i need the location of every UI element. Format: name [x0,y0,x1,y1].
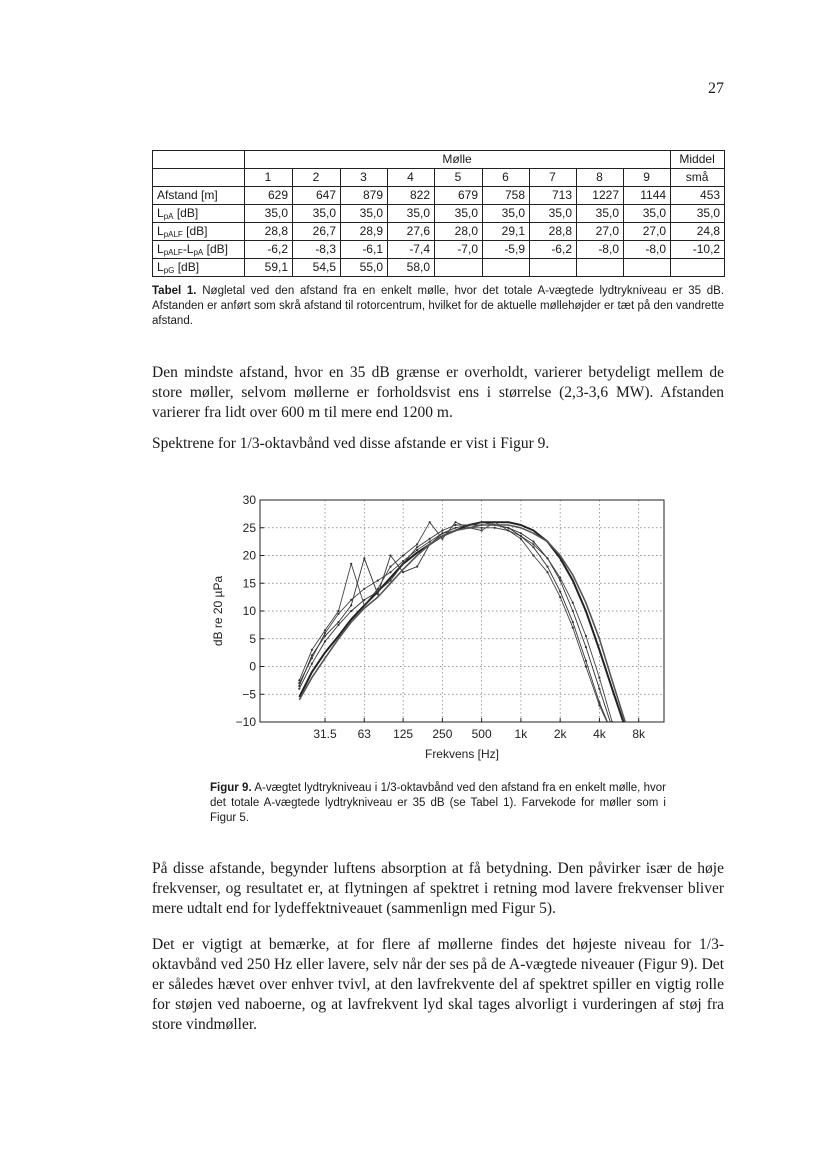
x-tick-label: 63 [357,727,371,741]
series-point [324,632,326,634]
series-point [402,563,404,565]
table-cell: -7,4 [388,241,435,259]
series-point [389,566,391,568]
table-cell: -10,2 [671,241,725,259]
table-cell: 679 [435,187,483,205]
series-point [481,529,483,531]
series-point [585,646,587,648]
table-cell [483,259,530,277]
table-row [153,205,725,223]
y-tick-label: 5 [249,631,256,646]
series-line [299,522,625,733]
series-point [416,546,418,548]
table-col-header: 8 [577,169,624,187]
table-cell: -6,1 [341,241,388,259]
table-col-header: 5 [435,169,483,187]
table-cell: 758 [483,187,530,205]
x-tick-label: 4k [593,727,606,741]
table-cell: 24,8 [671,223,725,241]
table-row [153,259,725,277]
y-tick-label: 10 [242,604,256,618]
table-cell: 35,0 [341,205,388,223]
paragraph-4: Det er vigtigt at bemærke, at for flere af møllerne findes det højeste niveau for 1/3-oktavbånd ved 250 Hz eller lavere, selv når der ses på de A-vægtede niveauer (Figur 9). Det er således hævet over enhver tvivl, at den lavfrekvente del af spektret spiller en vigtig rolle for støjen ved naboerne, og at lavfrekvent lyd skal tages alvorligt i vurderingen af støj fra store vindmøller. [152,936,724,1033]
series-point [454,524,456,526]
table-cell: -7,0 [435,241,483,259]
series-point [350,563,352,565]
row-label-sub: pA [163,212,174,221]
series-point [559,577,561,579]
table-cell: 35,0 [388,205,435,223]
table-cell: -6,2 [530,241,577,259]
table-col-header: 2 [293,169,341,187]
series-point [585,665,587,667]
table-header-row-group [153,151,725,169]
series-point [337,621,339,623]
series-point [624,732,626,734]
table-cell: 29,1 [483,223,530,241]
x-axis-label: Frekvens [Hz] [424,747,500,761]
row-label-sub: pALF [163,230,183,239]
figure-9 [200,490,680,770]
page-number: 27 [708,80,724,97]
series-point [532,546,534,548]
series-point [559,596,561,598]
series-point [572,602,574,604]
series-point [454,521,456,523]
series-point [416,543,418,545]
table-cell: 1227 [577,187,624,205]
series-point [350,599,352,601]
figure-caption-text: A-vægtet lydtrykniveau i 1/3-oktavbånd ved den afstand fra en enkelt mølle, hvor det totale A-vægtede lydtrykniveau er 35 dB (se Tabel 1). Farvekode for møller som i Figur 5. [210,782,667,824]
series-point [337,610,339,612]
series-point [350,604,352,606]
table-cell: 35,0 [245,205,293,223]
table-cell: 35,0 [293,205,341,223]
series-point [611,732,613,734]
table-cell: 35,0 [483,205,530,223]
series-point [585,635,587,637]
series-point [572,610,574,612]
series-point [377,588,379,590]
series-point [520,535,522,537]
series-point [585,660,587,662]
series-point [598,704,600,706]
row-label-main: L [157,242,164,256]
y-tick-label: 20 [242,548,256,563]
series-point [416,566,418,568]
series-point [520,538,522,540]
x-tick-label: 125 [393,727,414,741]
paragraph-2: Spektrene for 1/3-oktavbånd ved disse afstande er vist i Figur 9. [152,435,550,452]
paragraph-1: Den mindste afstand, hvor en 35 dB grænse er overholdt, varierer betydeligt mellem de store møller, selvom møllerne er forholdsvist ens i størrelse (2,3-3,6 MW). Afstanden varierer fra lidt over 600 m til mere end 1200 m. [152,364,724,421]
y-tick-label: 25 [242,520,256,535]
table-cell: 35,0 [671,205,725,223]
table-cell: 27,6 [388,223,435,241]
series-point [441,532,443,534]
series-line [299,528,625,733]
figure-caption-label: Figur 9. [210,782,252,794]
x-tick-label: 2k [553,727,567,741]
row-label [153,205,245,223]
series-point [598,677,600,679]
series-point [572,621,574,623]
table-col-header: 3 [341,169,388,187]
series-line [299,522,625,733]
series-point [324,629,326,631]
table-cell: 26,7 [293,223,341,241]
table-cell: 58,0 [388,259,435,277]
table-cell: 28,9 [341,223,388,241]
row-label-sub2: pA [193,248,204,257]
table-row [153,241,725,259]
table-header-middel: Middel [671,151,725,169]
series-point [624,732,626,734]
series-point [598,688,600,690]
series-line [299,525,625,733]
table-cell: 55,0 [341,259,388,277]
series-point [416,549,418,551]
y-axis-label: dB re 20 µPa [211,575,225,647]
table-caption-label: Tabel 1. [152,285,197,297]
series-point [532,554,534,556]
series-point [507,527,509,529]
series-point [494,521,496,523]
table-cell: 822 [388,187,435,205]
table-corner-cell-2 [153,169,245,187]
table-cell: -8,0 [624,241,671,259]
table-row [153,223,725,241]
series-point [546,566,548,568]
figure-caption [210,781,666,826]
row-label-tail: [dB] [182,224,208,238]
row-label-tail: [dB] [173,206,199,220]
y-tick-label: −5 [242,687,256,702]
series-point [454,527,456,529]
series-point [363,557,365,559]
row-label-tail: -L [182,242,194,256]
table-cell [530,259,577,277]
table-cell: 35,0 [577,205,624,223]
table-cell [577,259,624,277]
series-point [402,554,404,556]
series-point [572,627,574,629]
table-corner-cell [153,151,245,169]
table-cell: -5,9 [483,241,530,259]
row-label-main: L [157,224,164,238]
series-point [363,599,365,601]
row-label-main: L [157,260,164,274]
row-label-sub: pG [163,266,175,275]
series-point [389,571,391,573]
series-point [429,541,431,543]
table-cell: -8,3 [293,241,341,259]
table-cell: 28,8 [530,223,577,241]
table-cell: 1144 [624,187,671,205]
paragraph-3: På disse afstande, begynder luftens absorption at få betydning. Den påvirker især de høje frekvenser, og resultatet er, at flytningen af spektret i retning mod lavere frekvenser bliver mere udtalt end for lydeffektniveauet (sammenlign med Figur 5). [152,860,724,917]
table-cell: 59,1 [245,259,293,277]
series-point [298,679,300,681]
spectrum-chart [200,490,680,770]
series-point [324,635,326,637]
row-label [153,223,245,241]
table-header-row-columns [153,169,725,187]
table-cell: 713 [530,187,577,205]
table-row [153,187,725,205]
series-point [337,624,339,626]
table-col-header: 7 [530,169,577,187]
series-point [402,560,404,562]
table-cell [671,259,725,277]
x-tick-label: 250 [432,727,453,741]
table-col-header: 4 [388,169,435,187]
series-point [559,591,561,593]
row-label-tail: [dB] [174,260,200,274]
series-point [337,613,339,615]
y-tick-labels [236,493,257,729]
row-label [153,187,245,205]
table-col-header: 9 [624,169,671,187]
row-label [153,259,245,277]
table-col-header: 6 [483,169,530,187]
table-col-header: 1 [245,169,293,187]
data-table [152,150,725,277]
series-point [624,732,626,734]
x-tick-label: 1k [514,727,528,741]
row-label-sub: pALF [163,248,183,257]
table-cell: -8,0 [577,241,624,259]
series-point [481,521,483,523]
table-cell: 28,8 [245,223,293,241]
series-point [429,521,431,523]
table-body [153,187,725,277]
table-cell: 27,0 [577,223,624,241]
series-point [624,732,626,734]
table-col-header-sma: små [671,169,725,187]
series-point [611,732,613,734]
series-point [298,685,300,687]
series-point [363,588,365,590]
x-tick-label: 8k [632,727,646,741]
y-tick-label: 30 [242,493,256,507]
table-cell: 879 [341,187,388,205]
series-point [363,604,365,606]
x-tick-labels [313,727,646,741]
series-point [507,529,509,531]
series-point [481,527,483,529]
table-cell [435,259,483,277]
y-tick-label: 15 [242,576,256,591]
y-tick-label: −10 [235,715,256,729]
table-cell [624,259,671,277]
table-cell: 27,0 [624,223,671,241]
x-tick-label: 31.5 [313,727,337,741]
table-cell: 54,5 [293,259,341,277]
table-caption-text: Nøgletal ved den afstand fra en enkelt mølle, hvor det totale A-vægtede lydtrykniveau er 35 dB. Afstanden er anført som skrå afstand til rotorcentrum, hvilket for de aktuelle møllehøjder er tæt på den vandrette afstand. [152,285,725,327]
series-point [429,538,431,540]
series-point [441,538,443,540]
chart-series [298,521,626,734]
series-point [324,640,326,642]
table-cell: 35,0 [624,205,671,223]
series-point [311,663,313,665]
table-cell: 629 [245,187,293,205]
series-point [298,688,300,690]
row-label-tail2: [dB] [203,242,228,256]
series-point [311,649,313,651]
y-tick-label: 0 [249,659,256,674]
series-point [441,529,443,531]
series-point [611,726,613,728]
series-point [546,557,548,559]
table-caption [152,284,724,329]
table-cell: -6,2 [245,241,293,259]
series-point [494,527,496,529]
table-cell: 35,0 [435,205,483,223]
series-point [532,541,534,543]
row-label-main: L [157,206,164,220]
series-point [520,532,522,534]
series-point [350,610,352,612]
series-point [546,571,548,573]
series-point [532,543,534,545]
table-header-group: Mølle [245,151,671,169]
series-point [377,593,379,595]
series-point [311,654,313,656]
chart-grid [260,500,664,722]
x-tick-label: 500 [471,727,492,741]
series-point [377,579,379,581]
row-label [153,241,245,259]
table-cell: 28,0 [435,223,483,241]
series-point [468,524,470,526]
table-cell: 647 [293,187,341,205]
series-point [389,554,391,556]
table-cell: 35,0 [530,205,577,223]
row-label-main: Afstand [m] [157,188,218,202]
table-cell: 453 [671,187,725,205]
